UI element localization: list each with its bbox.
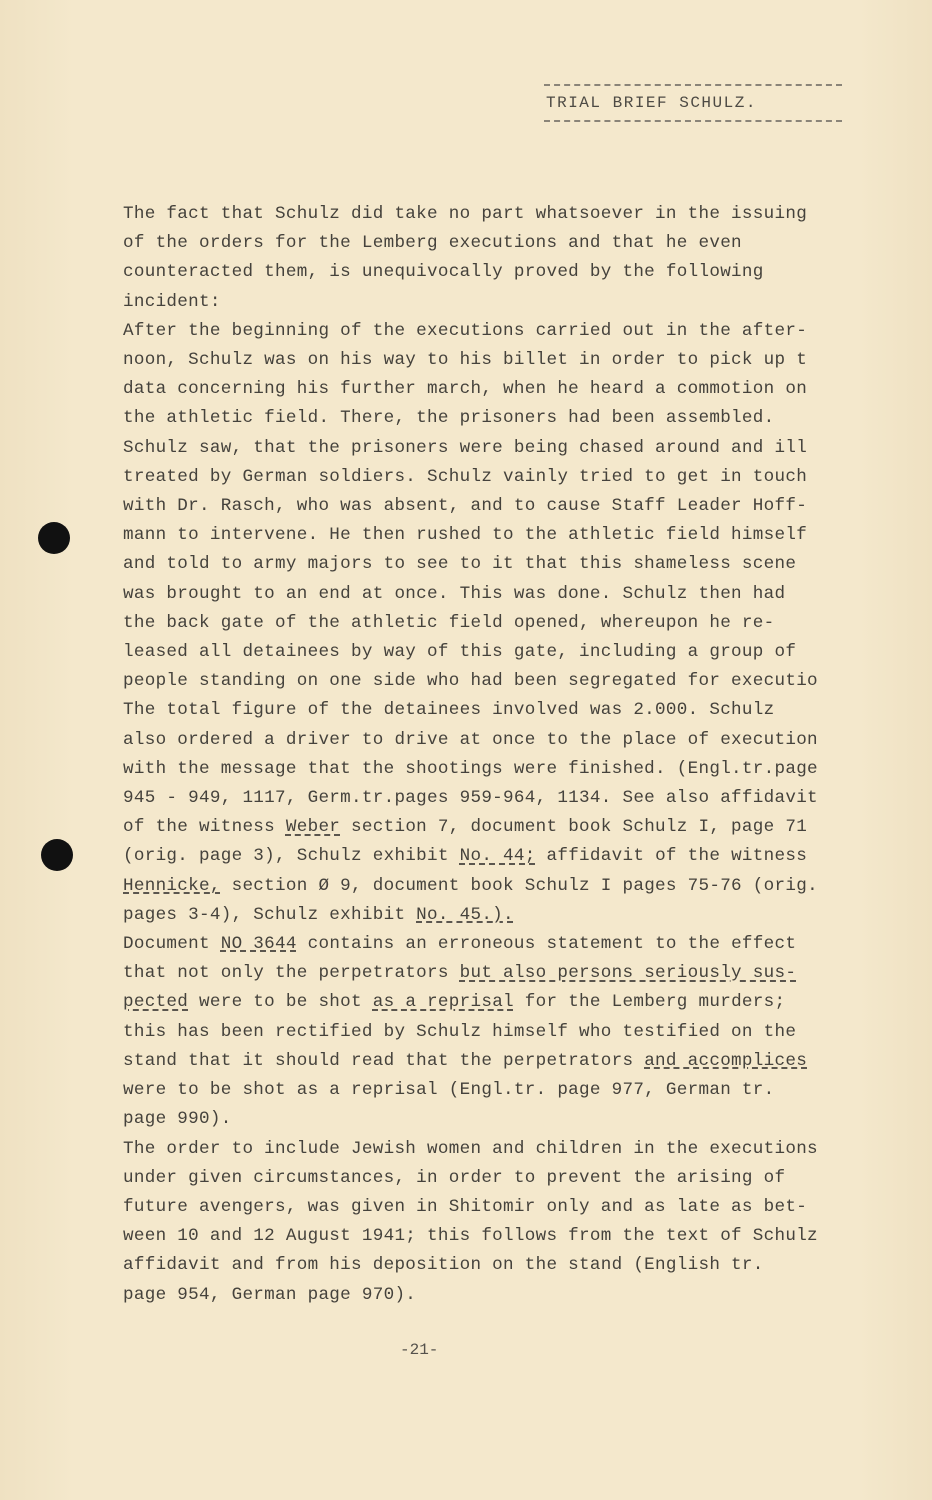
text-line: of the orders for the Lemberg executions and that he even xyxy=(123,233,742,254)
document-body xyxy=(123,200,873,1310)
punch-hole xyxy=(38,522,70,554)
text-line: people standing on one side who had been segregated for executio xyxy=(123,671,818,692)
text-segment: pages 3-4), Schulz exhibit xyxy=(123,904,417,925)
text-line: page 954, German page 970). xyxy=(123,1284,417,1305)
text-line: noon, Schulz was on his way to his billet in order to pick up t xyxy=(123,350,808,371)
text-line: counteracted them, is unequivocally proved by the following xyxy=(123,262,764,283)
text-line: under given circumstances, in order to prevent the arising of xyxy=(123,1167,786,1188)
underlined-text: and accomplices xyxy=(644,1050,808,1071)
text-segment: contains an erroneous statement to the effect xyxy=(296,934,797,955)
text-line: this has been rectified by Schulz himself who testified on the xyxy=(123,1021,797,1042)
underlined-text: Hennicke, xyxy=(123,875,221,896)
text-segment: for the Lemberg murders; xyxy=(513,992,786,1013)
text-line: affidavit and from his deposition on the stand (English tr. xyxy=(123,1255,764,1276)
text-line: The total figure of the detainees involved was 2.000. Schulz xyxy=(123,700,775,721)
text-segment: were to be shot xyxy=(188,992,373,1013)
text-line: with the message that the shootings were finished. (Engl.tr.page xyxy=(123,758,818,779)
text-line: treated by German soldiers. Schulz vainly tried to get in touch xyxy=(123,466,808,487)
text-line: The fact that Schulz did take no part whatsoever in the issuing xyxy=(123,204,808,224)
text-line: the back gate of the athletic field opened, whereupon he re- xyxy=(123,612,775,633)
header-title: TRIAL BRIEF SCHULZ. xyxy=(546,94,757,112)
punch-hole xyxy=(41,839,73,871)
text-line xyxy=(123,872,873,901)
text-segment: section Ø 9, document book Schulz I pages 75-76 (orig. xyxy=(220,875,818,896)
text-line: mann to intervene. He then rushed to the athletic field himself xyxy=(123,525,808,546)
text-line: were to be shot as a reprisal (Engl.tr. page 977, German tr. xyxy=(123,1080,775,1101)
text-segment: of the witness xyxy=(123,817,286,838)
text-line: After the beginning of the executions carried out in the after- xyxy=(123,320,808,341)
text-line xyxy=(123,1047,873,1076)
text-line: data concerning his further march, when he heard a commotion on xyxy=(123,379,808,400)
underlined-text: Weber xyxy=(285,817,341,838)
underlined-text: No. 44; xyxy=(459,846,536,867)
underlined-text: but also persons seriously sus- xyxy=(459,963,797,984)
underlined-text: as a reprisal xyxy=(372,992,514,1013)
text-line: was brought to an end at once. This was done. Schulz then had xyxy=(123,583,786,604)
underlined-text: NO 3644 xyxy=(220,934,297,955)
text-line xyxy=(123,930,873,959)
text-segment: (orig. page 3), Schulz exhibit xyxy=(123,846,460,867)
text-line xyxy=(123,959,873,988)
text-line: Schulz saw, that the prisoners were being chased around and ill xyxy=(123,437,808,458)
text-line: ween 10 and 12 August 1941; this follows from the text of Schulz xyxy=(123,1226,818,1247)
text-segment: that not only the perpetrators xyxy=(123,963,460,984)
text-line: leased all detainees by way of this gate, including a group of xyxy=(123,642,797,663)
text-line xyxy=(123,813,873,842)
text-segment: Document xyxy=(123,934,221,955)
text-line: 945 - 949, 1117, Germ.tr.pages 959-964, 1134. See also affidavit xyxy=(123,788,818,809)
underlined-text: No. 45.). xyxy=(416,904,514,925)
text-line: incident: xyxy=(123,291,221,312)
page-number: -21- xyxy=(400,1341,439,1359)
text-line xyxy=(123,988,873,1017)
text-line xyxy=(123,842,873,871)
text-segment: stand that it should read that the perpetrators xyxy=(123,1050,645,1071)
text-line: page 990). xyxy=(123,1109,232,1130)
text-segment: section 7, document book Schulz I, page 71 xyxy=(340,817,808,838)
text-line: with Dr. Rasch, who was absent, and to cause Staff Leader Hoff- xyxy=(123,496,808,517)
text-line: future avengers, was given in Shitomir only and as late as bet- xyxy=(123,1196,808,1217)
underlined-text: pected xyxy=(123,992,189,1013)
text-line: also ordered a driver to drive at once to the place of execution xyxy=(123,729,818,750)
text-segment: affidavit of the witness xyxy=(535,846,808,867)
text-line: the athletic field. There, the prisoners had been assembled. xyxy=(123,408,775,429)
text-line xyxy=(123,901,873,930)
text-line: and told to army majors to see to it that this shameless scene xyxy=(123,554,797,575)
document-header xyxy=(544,84,842,122)
text-line: The order to include Jewish women and children in the executions xyxy=(123,1138,818,1159)
